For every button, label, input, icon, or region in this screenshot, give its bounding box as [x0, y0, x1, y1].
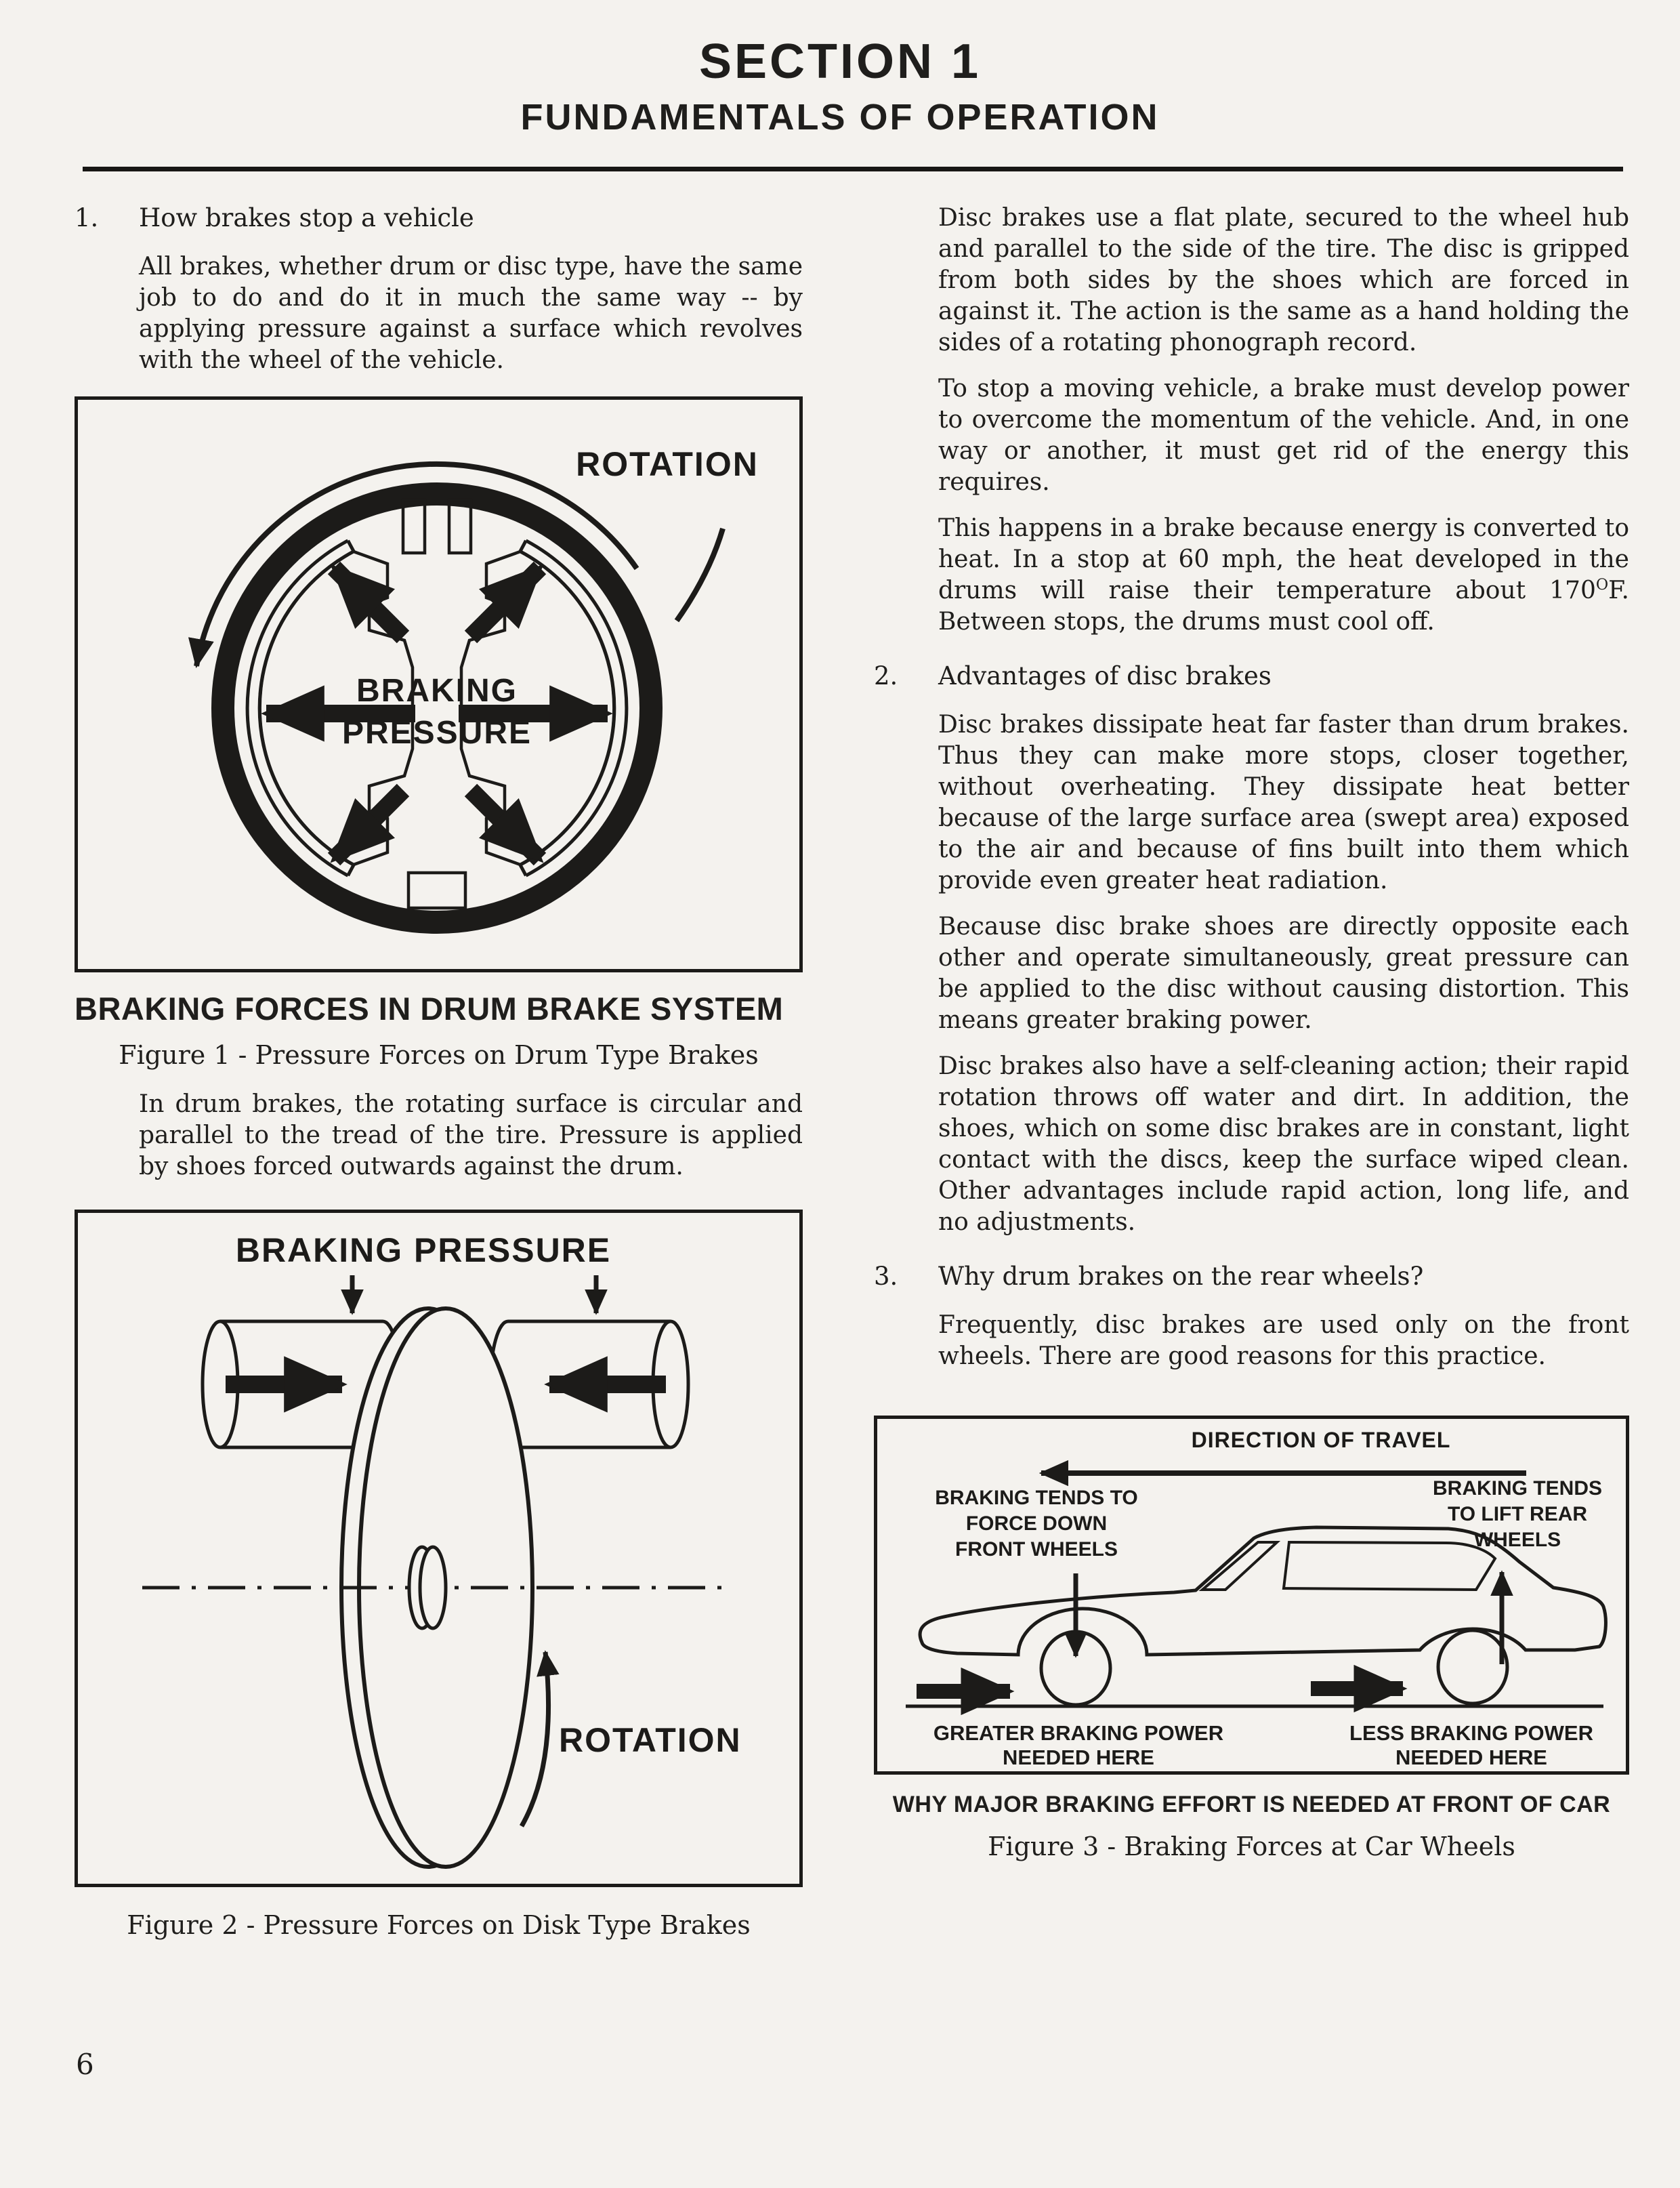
front-power-label [933, 1721, 1223, 1769]
disc-brake-drawing [78, 1213, 799, 1884]
degree-superscript: O [1595, 575, 1609, 594]
two-column-layout [75, 203, 1680, 1941]
svg-text:NEEDED HERE: NEEDED HERE [1395, 1745, 1547, 1769]
rotation-label: ROTATION [576, 445, 759, 483]
drum-brake-drawing [78, 400, 799, 969]
figure-1-drum-brake-diagram [75, 396, 803, 972]
section-title: SECTION 1 [698, 35, 982, 89]
numbered-heading-2 [874, 661, 1629, 692]
pressure-pointer-arrows [352, 1275, 596, 1313]
car-braking-drawing [877, 1419, 1626, 1771]
figure-1-caption: Figure 1 - Pressure Forces on Drum Type Brakes [119, 1039, 759, 1070]
svg-text:FORCE DOWN: FORCE DOWN [965, 1512, 1108, 1535]
page-header [0, 0, 1680, 140]
paragraph: To stop a moving vehicle, a brake must develop power to overcome the momentum of the vehicle. And, in one way or another, it must get rid of the energy this requires. [938, 374, 1629, 496]
svg-text:BRAKING TENDS TO: BRAKING TENDS TO [935, 1486, 1138, 1509]
paragraph: Disc brakes dissipate heat far faster than drum brakes. Thus they can make more stops, closer together, without overheating. They dissipate heat better because of the large surface area (swept area) exposed to the air and because of fins built into them which provide even greater heat radiation. [938, 710, 1629, 894]
paragraph [938, 513, 1629, 638]
horizontal-rule [83, 167, 1623, 171]
braking-power-arrows [917, 1689, 1403, 1691]
paragraph: All brakes, whether drum or disc type, have the same job to do and do it in much the same way -- by applying pressure against a surface which revolves with the wheel of the vehicle. [139, 252, 803, 374]
pressure-arrows [266, 568, 608, 859]
paragraph: Frequently, disc brakes are used only on the front wheels. There are good reasons for this practice. [938, 1310, 1629, 1370]
figure-3-car-diagram [874, 1416, 1629, 1775]
figure-2-caption: Figure 2 - Pressure Forces on Disk Type Brakes [127, 1910, 751, 1940]
hub-hole-front [420, 1547, 446, 1628]
rotation-label: ROTATION [559, 1720, 742, 1759]
right-column [874, 203, 1629, 1941]
left-column [75, 203, 803, 1941]
paragraph: Because disc brake shoes are directly opposite each other and operate simultaneously, great pressure can be applied to the disc without causing distortion. This means greater braking power. [938, 912, 1629, 1034]
svg-text:WHEELS: WHEELS [1473, 1528, 1561, 1551]
direction-of-travel-label: DIRECTION OF TRAVEL [1191, 1427, 1451, 1452]
svg-text:GREATER BRAKING POWER: GREATER BRAKING POWER [933, 1720, 1224, 1745]
paragraph-text: F. Between stops, the drums must cool off. [938, 576, 1629, 636]
paragraph: In drum brakes, the rotating surface is circular and parallel to the tread of the tire. Pressure is applied by shoes forced outwards against the drum. [139, 1090, 803, 1180]
item-number: 1. [75, 203, 99, 232]
section-subtitle: FUNDAMENTALS OF OPERATION [520, 97, 1160, 138]
paragraph-text: This happens in a brake because energy is converted to heat. In a stop at 60 mph, the heat developed in the drums will raise their temperature about 170 [938, 514, 1629, 604]
rotation-arc-right [677, 529, 723, 621]
rear-wheels-label [1433, 1477, 1602, 1551]
front-wheels-label [935, 1487, 1137, 1561]
figure-3-heading: WHY MAJOR BRAKING EFFORT IS NEEDED AT FRONT OF CAR [892, 1791, 1611, 1817]
paragraph: Disc brakes also have a self-cleaning action; their rapid rotation throws off water and dirt. In addition, the shoes, which on some disc brakes are in constant, light contact with the discs, keep the surface wiped clean. Other advantages include rapid action, long life, and no adjustments. [938, 1052, 1629, 1236]
paragraph: Disc brakes use a flat plate, secured to the wheel hub and parallel to the side of the tire. The disc is gripped from both sides by the shoes which are forced in against it. The action is the same as a hand holding the sides of a rotating phonograph record. [938, 203, 1629, 356]
item-number: 2. [874, 661, 898, 690]
figure-2-disc-brake-diagram [75, 1210, 803, 1887]
braking-pressure-label: BRAKING PRESSURE [235, 1231, 612, 1269]
svg-text:LESS BRAKING POWER: LESS BRAKING POWER [1349, 1720, 1593, 1745]
numbered-heading-3 [874, 1261, 1629, 1292]
svg-text:TO LIFT REAR: TO LIFT REAR [1447, 1502, 1588, 1525]
svg-text:BRAKING TENDS: BRAKING TENDS [1432, 1477, 1603, 1500]
rear-power-label [1349, 1721, 1593, 1769]
item-number: 3. [874, 1261, 898, 1291]
numbered-heading-1 [75, 203, 803, 234]
svg-text:NEEDED HERE: NEEDED HERE [1003, 1745, 1154, 1769]
braking-pressure-label-line1: BRAKING [356, 672, 518, 709]
page-number: 6 [76, 2048, 94, 2081]
item-heading: How brakes stop a vehicle [139, 203, 474, 232]
rear-wheel [1438, 1630, 1507, 1704]
braking-pressure-label-line2: PRESSURE [341, 714, 532, 751]
svg-text:FRONT WHEELS: FRONT WHEELS [955, 1537, 1118, 1561]
item-heading: Why drum brakes on the rear wheels? [938, 1261, 1424, 1291]
figure-3-caption: Figure 3 - Braking Forces at Car Wheels [988, 1831, 1515, 1861]
figure-1-heading: BRAKING FORCES IN DRUM BRAKE SYSTEM [75, 990, 784, 1027]
car-windows [1202, 1542, 1495, 1590]
item-heading: Advantages of disc brakes [938, 661, 1272, 690]
